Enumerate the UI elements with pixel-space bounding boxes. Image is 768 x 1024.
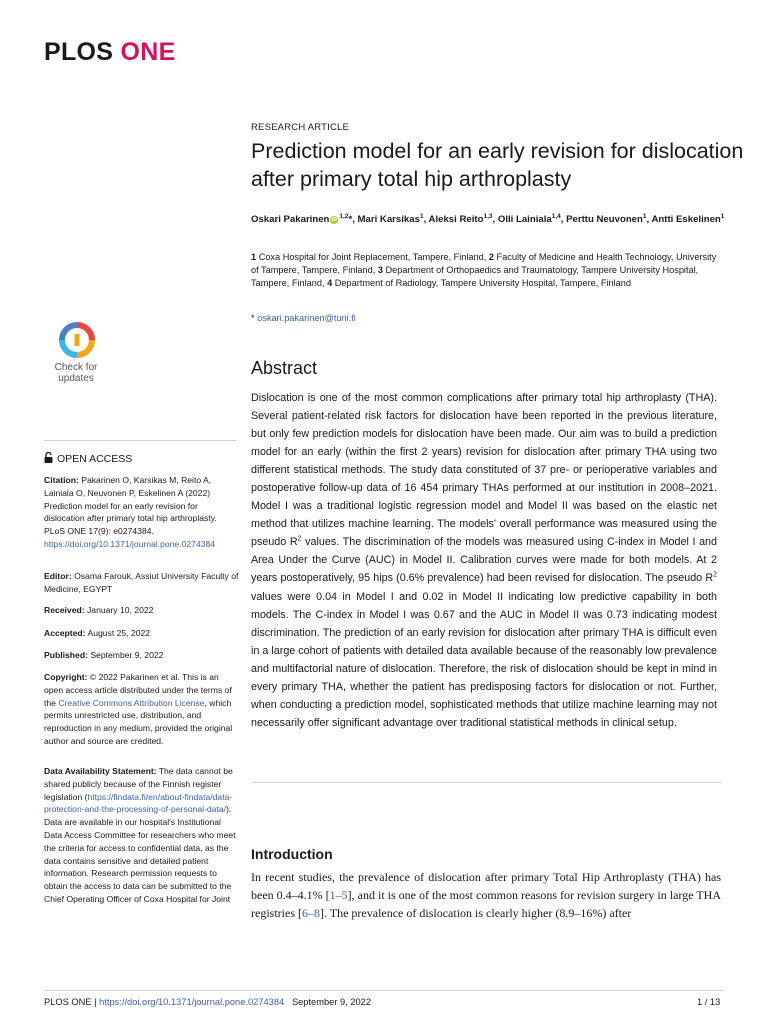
das-text: The data cannot be shared publicly because of the Finnish register legislation ( xyxy=(44,766,233,802)
open-lock-icon xyxy=(44,452,53,463)
affil-text: Coxa Hospital for Joint Replacement, Tampere, Finland, xyxy=(258,252,487,262)
received-block xyxy=(44,604,239,617)
affil-text: Department of Radiology, Tampere University Hospital, Tampere, Finland xyxy=(334,278,631,289)
open-access-label xyxy=(44,452,132,465)
intro-text: In recent studies, the prevalence of dislocation after primary Total Hip Arthroplasty (THA) has been 0.4–4.1% [ xyxy=(251,870,721,902)
article-type: RESEARCH ARTICLE xyxy=(251,122,350,133)
author-affil-sup: 1,3 xyxy=(483,213,493,220)
corresponding-marker: * xyxy=(348,214,353,226)
logo-plos: PLOS xyxy=(44,38,114,66)
affil-num: 4 xyxy=(327,278,333,289)
citation-label: Citation: xyxy=(44,475,79,485)
author-affil-sup: 1 xyxy=(720,213,725,220)
email-marker: * xyxy=(251,313,255,323)
author-affil-sup: 1,4 xyxy=(551,213,561,220)
citation-block xyxy=(44,474,239,551)
orcid-icon[interactable]: iD xyxy=(331,216,337,223)
intro-text: ], and it is one of the most common reasons for revision surgery in large THA registries [ xyxy=(251,888,721,920)
data-availability-block xyxy=(44,765,239,906)
editor-text: Osama Farouk, Assiut University Faculty of Medicine, EGYPT xyxy=(44,571,239,594)
crossmark-line2: updates xyxy=(58,373,94,384)
open-access-text: OPEN ACCESS xyxy=(57,453,133,465)
author-name[interactable]: Oskari Pakarinen xyxy=(251,214,330,226)
crossmark-line1: Check for xyxy=(54,362,98,373)
published-block xyxy=(44,649,239,662)
das-label: Data Availability Statement: xyxy=(44,766,157,776)
corresponding-email xyxy=(251,313,356,323)
sidebar-divider xyxy=(44,440,236,441)
copyright-text: © 2022 Pakarinen et al. This is an open access article distributed under the terms of the xyxy=(44,672,232,708)
check-for-updates-badge[interactable] xyxy=(45,322,107,400)
affil-num: 1 xyxy=(251,252,257,262)
affil-text: Faculty of Medicine and Health Technology, University of Tampere, Tampere, Finland, xyxy=(251,252,717,276)
findata-link[interactable]: https://findata.fi/en/about-findata/data-protection-and-the-processing-of-personal-data/ xyxy=(44,791,233,815)
abstract-heading: Abstract xyxy=(251,358,318,378)
crossmark-icon xyxy=(59,322,95,358)
license-link[interactable]: Creative Commons Attribution License xyxy=(58,697,205,708)
author-affil-sup: 1,2 xyxy=(339,213,349,220)
superscript: 2 xyxy=(713,571,717,579)
footer-doi-link[interactable]: https://doi.org/10.1371/journal.pone.0274384 xyxy=(99,997,285,1007)
page-number: 1 / 13 xyxy=(697,997,721,1007)
accepted-label: Accepted: xyxy=(44,628,86,638)
superscript: 2 xyxy=(297,535,302,543)
published-date: September 9, 2022 xyxy=(90,650,164,660)
accepted-date: August 25, 2022 xyxy=(87,628,151,638)
footer-journal: PLOS ONE | xyxy=(44,997,100,1007)
email-link[interactable]: oskari.pakarinen@tuni.fi xyxy=(257,313,356,323)
abstract-text: Dislocation is one of the most common complications after primary total hip arthroplasty (THA). Several patient-related risk factors for dislocation have been reported in the previous literature, but only few prediction models for dislocation have been made. Our aim was to build a prediction model for an early (within the first 2 years) revision for dislocation after primary THA using two different statistical methods. The study data constituted of 37 pre- or perioperative variables and postoperative follow-up data of 16 454 primary THAs performed at our institution in 2008–2021. Model I was a traditional logistic regression model and Model II was based on the elastic net method that utilizes machine learning. The models' overall performance was measured using the pseudo R xyxy=(251,392,717,549)
abstract-body xyxy=(251,389,717,732)
abstract-text: values were 0.04 in Model I and 0.02 in Model II indicating low predictive capability in both models. The C-index in Model I was 0.67 and the AUC in Model II was 0.73 indicating modest discrimination. The prediction of an early revision for dislocation after primary THA is difficult even in a large cohort of patients with detailed data available because of the reasonably low prevalence and multifactorial nature of dislocation. Therefore, the risk of dislocation should be kept in mind in every primary THA, whether the patient has predisposing factors for dislocation or not. Further, when conducting a prediction model, sophisticated methods that utilize machine learning may not necessarily offer significant advantage over traditional statistical methods in clinical setup. xyxy=(251,590,717,729)
affil-num: 3 xyxy=(377,265,383,276)
reference-link[interactable]: 1–5 xyxy=(329,888,348,902)
author-affil-sup: 1 xyxy=(419,213,424,220)
copyright-text-2: , which permits unrestricted use, distribution, and reproduction in any medium, provided the original author and source are credited. xyxy=(44,697,233,746)
editor-block xyxy=(44,570,239,596)
journal-logo[interactable] xyxy=(44,38,176,67)
copyright-label: Copyright: xyxy=(44,672,88,682)
citation-doi-link[interactable]: https://doi.org/10.1371/journal.pone.0274384 xyxy=(44,538,216,549)
published-label: Published: xyxy=(44,650,88,660)
reference-link[interactable]: 6–8 xyxy=(301,906,320,920)
author-affil-sup: 1 xyxy=(642,213,647,220)
article-title: Prediction model for an early revision for dislocation after primary total hip arthroplasty xyxy=(251,139,744,191)
copyright-block xyxy=(44,671,239,748)
page-footer xyxy=(44,997,371,1007)
author-name[interactable]: Perttu Neuvonen xyxy=(566,214,643,226)
editor-label: Editor: xyxy=(44,571,72,581)
footer-date: September 9, 2022 xyxy=(291,997,372,1007)
author-name[interactable]: Olli Lainiala xyxy=(497,214,552,226)
affiliations xyxy=(251,251,721,291)
citation-text: Pakarinen O, Karsikas M, Reito A, Lainiala O, Neuvonen P, Eskelinen A (2022) Prediction model for an early revision for dislocation after primary total hip arthroplasty. PLoS ONE 17(9): e0274384. xyxy=(44,475,217,537)
abstract-divider xyxy=(251,782,721,783)
accepted-block xyxy=(44,627,239,640)
das-text-2: ). Data are available in our hospital's Institutional Data Access Committee for researchers who meet the criteria for access to confidential data, as the data contains sensitive and detailed patient information. Research permission requests to obtain the access to data can be submitted to the Chief Operating Officer of Coxa Hospital for Joint xyxy=(44,804,236,904)
author-name[interactable]: Mari Karsikas xyxy=(357,214,420,226)
logo-one: ONE xyxy=(120,38,176,66)
intro-text: ]. The prevalence of dislocation is clearly higher (8.9–16%) after xyxy=(319,906,632,920)
received-label: Received: xyxy=(44,605,85,615)
introduction-body xyxy=(251,868,721,922)
received-date: January 10, 2022 xyxy=(87,605,154,615)
affil-num: 2 xyxy=(488,252,494,262)
author-list: Oskari Pakarinen iD $^{1,2}$*, Mari Karsikas$^1$, Aleksi Reito$^{1,3}$, Olli Lainiala$^{1,4}$, Perttu Neuvonen$^1$, Antti Eskelinen$^1$ xyxy=(251,213,725,226)
affil-text: Department of Orthopaedics and Traumatology, Tampere University Hospital, Tampere, Finland, xyxy=(251,265,699,289)
author-name[interactable]: Antti Eskelinen xyxy=(651,214,721,226)
footer-divider xyxy=(44,990,724,991)
author-name[interactable]: Aleksi Reito xyxy=(428,214,484,226)
introduction-heading: Introduction xyxy=(251,846,333,862)
abstract-text: values. The discrimination of the models was measured using C-index in Model I and Area Under the Curve (AUC) in Model II. Calibration curves were made for both models. At 2 years postoperatively, 95 hips (0.6% prevalence) had been revised for dislocation. The pseudo R xyxy=(251,536,717,585)
